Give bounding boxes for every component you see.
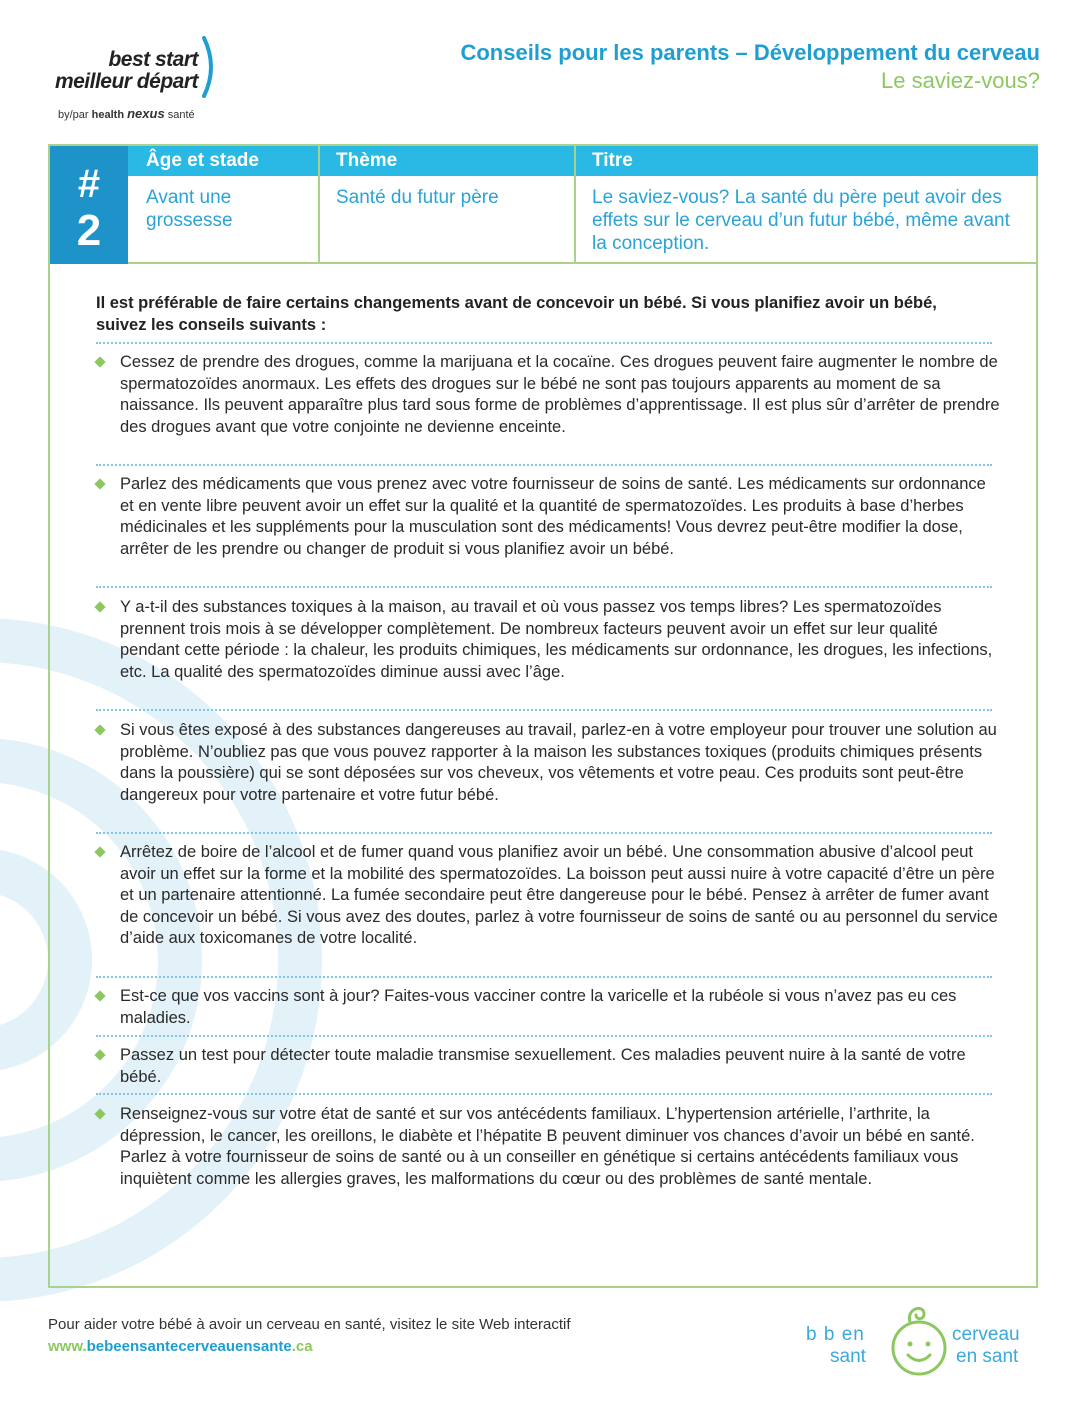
list-item-text: Est-ce que vos vaccins sont à jour? Faites-vous vacciner contre la varicelle et la rubéole si vous n’avez pas eu ces maladies. (120, 987, 957, 1027)
dotted-divider (96, 976, 992, 978)
tip-number-box (50, 146, 128, 264)
list-item-text: Si vous êtes exposé à des substances dangereuses au travail, parlez-en à votre employeur pour trouver une solution au problème. N’oubliez pas que vous pouvez rapporter à la maison les substances toxiques (produits chimiques présents dans la poussière) qui se sont déposées sur vos cheveux, vos vêtements et votre peau. Ces produits sont peut-être dangereux pour votre partenaire et votre futur bébé. (120, 721, 997, 804)
page-title: Conseils pour les parents – Développement du cerveau (460, 40, 1040, 65)
tip-meta-header-row (128, 146, 1038, 176)
logo-health: health (91, 109, 125, 121)
list-item-text: Parlez des médicaments que vous prenez avec votre fournisseur de soins de santé. Les médicaments sur ordonnance et en vente libre peuvent avoir un effet sur la qualité et la quantité de spermatozoïdes. Les produits à base d’herbes médicinales et les suppléments pour la musculation sont des médicaments! Vous devrez peut-être modifier la dose, arrêter de les prendre ou changer de produit si vous planifiez avoir un bébé. (120, 475, 986, 558)
diamond-bullet-icon (94, 724, 105, 735)
logo-sante: santé (167, 109, 195, 121)
dotted-divider (96, 832, 992, 834)
logo-line-1: best start (108, 48, 198, 71)
logo-byline (58, 106, 195, 121)
brand-left-line-1: b b en (806, 1324, 865, 1345)
dotted-divider (96, 586, 992, 588)
title-value: Le saviez-vous? La santé du père peut avoir des effets sur le cerveau d’un futur bébé, même avant la conception. (592, 187, 1010, 254)
dotted-divider (96, 709, 992, 711)
diamond-bullet-icon (94, 601, 105, 612)
tip-number: 2 (76, 206, 102, 255)
diamond-bullet-icon (94, 356, 105, 367)
logo (56, 34, 256, 124)
diamond-bullet-icon (94, 846, 105, 857)
list-item-text: Passez un test pour détecter toute maladie transmise sexuellement. Ces maladies peuvent nuire à la santé de votre bébé. (120, 1046, 966, 1086)
dotted-divider (96, 342, 992, 344)
theme-header: Thème (336, 150, 398, 171)
logo-nexus: nexus (127, 106, 165, 121)
tip-hash: # (77, 162, 101, 206)
intro-text: Il est préférable de faire certains changements avant de concevoir un bébé. Si vous planifiez avoir un bébé, suivez les conseils suivants : (96, 294, 937, 334)
footer-url-main: bebeensantecerveauensante (86, 1338, 292, 1355)
logo-line-2: meilleur départ (54, 70, 198, 93)
list-item-text: Y a-t-il des substances toxiques à la maison, au travail et où vous passez vos temps libres? Les spermatozoïdes prennent trois mois à se développer complètement. De nombreux facteurs peuvent avoir un effet sur leur qualité pendant cette période : la chaleur, les produits chimiques, les médicaments sur ordonnance, les drogues, les infections, etc. La qualité des spermatozoïdes diminue aussi avec l’âge. (120, 598, 993, 681)
logo-bracket-icon (200, 36, 220, 98)
diamond-bullet-icon (94, 1049, 105, 1060)
footer-url-www: www. (48, 1338, 87, 1355)
brand-logo (800, 1300, 1040, 1380)
list-item-text: Cessez de prendre des drogues, comme la marijuana et la cocaïne. Ces drogues peuvent faire augmenter le nombre de spermatozoïdes anormaux. Les effets des drogues sur le bébé ne sont pas toujours apparents au moment de sa naissance. Ils peuvent apparaître plus tard sous forme de problèmes d’apprentissage. Il est plus sûr d’arrêter de prendre des drogues avant que votre conjointe ne devienne enceinte. (120, 353, 1000, 436)
footer-text: Pour aider votre bébé à avoir un cerveau en santé, visitez le site Web interactif (48, 1316, 571, 1333)
brand-right-line-1: cerveau (952, 1324, 1020, 1345)
dotted-divider (96, 1035, 992, 1037)
content-frame (48, 144, 1038, 1288)
column-divider (318, 146, 320, 262)
diamond-bullet-icon (94, 1108, 105, 1119)
list-item-text: Renseignez-vous sur votre état de santé et sur vos antécédents familiaux. L’hypertension artérielle, l’arthrite, la dépression, le cancer, les oreillons, le diabète et l’hépatite B peuvent diminuer vos chances d’avoir un bébé en santé. Parlez à votre fournisseur de soins de santé ou à un conseiller en génétique si certains antécédents familiaux vous inquiètent comme les allergies graves, les malformations du cœur ou des problèmes de santé mentale. (120, 1105, 975, 1188)
age-value: Avant une grossesse (146, 187, 233, 231)
dotted-divider (96, 1093, 992, 1095)
title-header: Titre (592, 150, 633, 171)
page-subtitle: Le saviez-vous? (881, 68, 1040, 93)
list-item-text: Arrêtez de boire de l’alcool et de fumer quand vous planifiez avoir un bébé. Une consommation abusive d’alcool peut avoir un effet sur la forme et la mobilité des spermatozoïdes. La boisson peut aussi nuire à votre capacité d’être un père et un partenaire attentionné. La fumée secondaire peut être dangereuse pour le bébé. Pensez à arrêter de fumer avant de concevoir un bébé. Si vous avez des doutes, parlez à votre fournisseur de soins de santé ou au personnel du service d’aide aux toxicomanes de votre localité. (120, 843, 998, 947)
brand-right-line-2: en sant (956, 1346, 1019, 1367)
diamond-bullet-icon (94, 478, 105, 489)
diamond-bullet-icon (94, 990, 105, 1001)
brand-left-line-2: sant (830, 1346, 866, 1367)
footer-url-link[interactable] (48, 1338, 313, 1355)
dotted-divider (96, 464, 992, 466)
baby-face-icon (888, 1300, 950, 1378)
footer-url-tld: .ca (291, 1338, 313, 1355)
age-header: Âge et stade (146, 150, 259, 171)
column-divider (574, 146, 576, 262)
tip-meta-table (128, 146, 1038, 264)
theme-value: Santé du futur père (336, 187, 499, 208)
logo-by-prefix: by/par (58, 109, 89, 121)
